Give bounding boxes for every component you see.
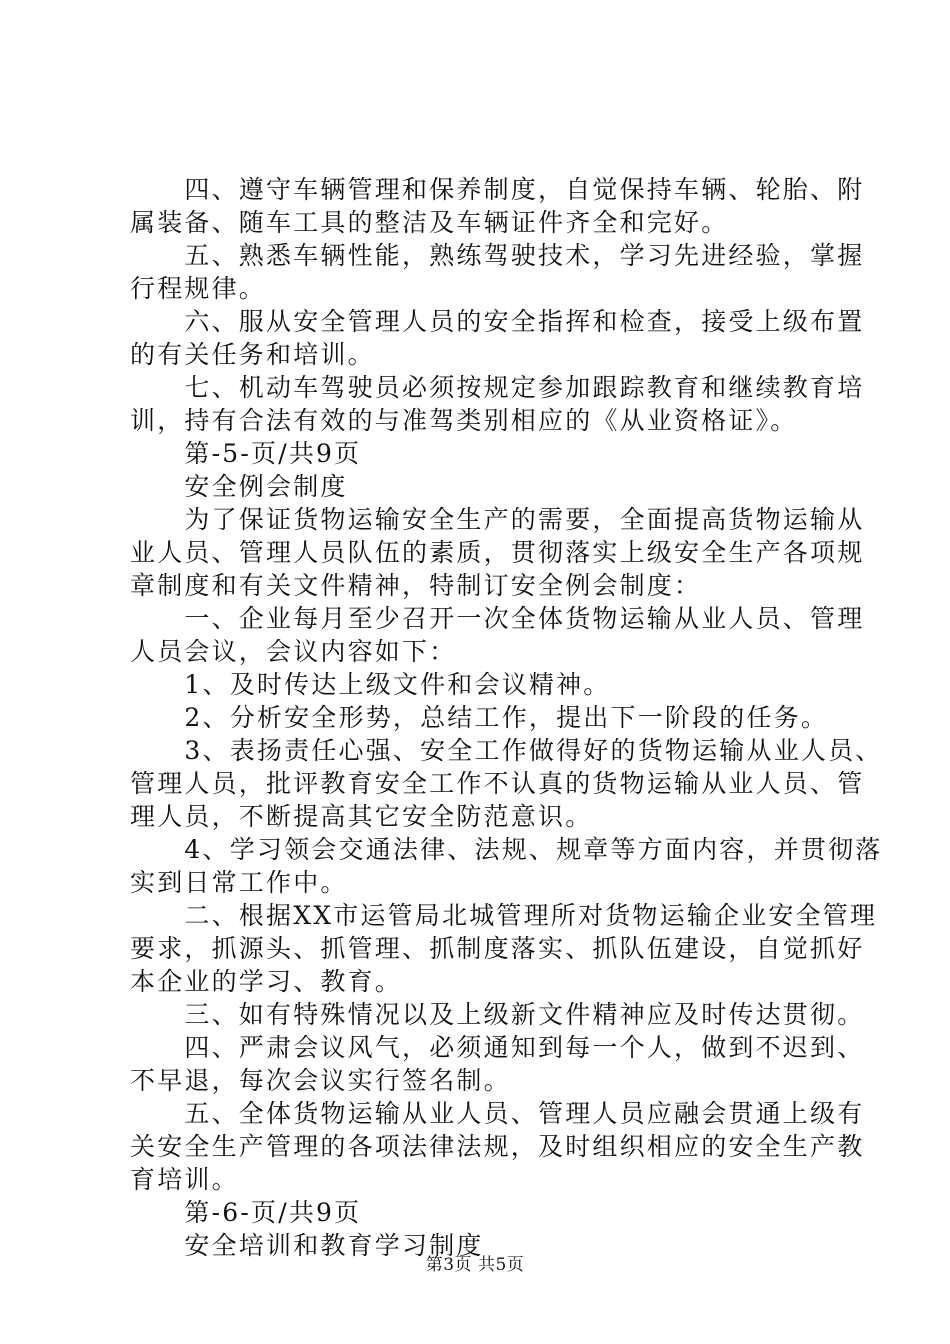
text-line: 七、机动车驾驶员必须按规定参加跟踪教育和继续教育培	[130, 373, 865, 402]
text-line: 四、遵守车辆管理和保养制度，自觉保持车辆、轮胎、附	[130, 175, 865, 204]
page-footer: 第3页 共5页	[425, 1255, 525, 1275]
text-line: 管理人员，批评教育安全工作不认真的货物运输从业人员、管	[130, 769, 865, 798]
text-line: 六、服从安全管理人员的安全指挥和检查，接受上级布置	[130, 307, 865, 336]
text-line: 本企业的学习、教育。	[130, 967, 403, 996]
text-line: 的有关任务和培训。	[130, 340, 375, 369]
text-line: 理人员，不断提高其它安全防范意识。	[130, 802, 593, 831]
text-line: 2、分析安全形势，总结工作，提出下一阶段的任务。	[130, 703, 829, 732]
text-line: 人员会议，会议内容如下：	[130, 637, 457, 666]
text-line: 一、企业每月至少召开一次全体货物运输从业人员、管理	[130, 604, 865, 633]
section-title: 安全例会制度	[130, 472, 348, 501]
text-line: 关安全生产管理的各项法律法规，及时组织相应的安全生产教	[130, 1132, 865, 1161]
section-title: 安全培训和教育学习制度	[130, 1231, 484, 1260]
text-line: 三、如有特殊情况以及上级新文件精神应及时传达贯彻。	[130, 1000, 865, 1029]
text-line: 行程规律。	[130, 274, 267, 303]
text-line: 为了保证货物运输安全生产的需要，全面提高货物运输从	[130, 505, 865, 534]
page-marker: 第-6-页/共9页	[130, 1198, 362, 1227]
text-line: 业人员、管理人员队伍的素质，贯彻落实上级安全生产各项规	[130, 538, 865, 567]
text-line: 五、全体货物运输从业人员、管理人员应融会贯通上级有	[130, 1099, 865, 1128]
text-line: 实到日常工作中。	[130, 868, 348, 897]
text-line: 属装备、随车工具的整洁及车辆证件齐全和完好。	[130, 208, 729, 237]
page-marker: 第-5-页/共9页	[130, 439, 362, 468]
text-line: 二、根据XX市运管局北城管理所对货物运输企业安全管理	[130, 901, 878, 930]
text-line: 不早退，每次会议实行签名制。	[130, 1066, 511, 1095]
text-line: 要求，抓源头、抓管理、抓制度落实、抓队伍建设，自觉抓好	[130, 934, 865, 963]
text-line: 1、及时传达上级文件和会议精神。	[130, 670, 611, 699]
text-line: 训，持有合法有效的与准驾类别相应的《从业资格证》。	[130, 406, 798, 435]
text-line: 3、表扬责任心强、安全工作做得好的货物运输从业人员、	[130, 736, 883, 765]
text-line: 4、学习领会交通法律、法规、规章等方面内容，并贯彻落	[130, 835, 883, 864]
text-line: 四、严肃会议风气，必须通知到每一个人，做到不迟到、	[130, 1033, 865, 1062]
text-line: 章制度和有关文件精神，特制订安全例会制度：	[130, 571, 702, 600]
text-line: 五、熟悉车辆性能，熟练驾驶技术，学习先进经验，掌握	[130, 241, 865, 270]
text-line: 育培训。	[130, 1165, 239, 1194]
